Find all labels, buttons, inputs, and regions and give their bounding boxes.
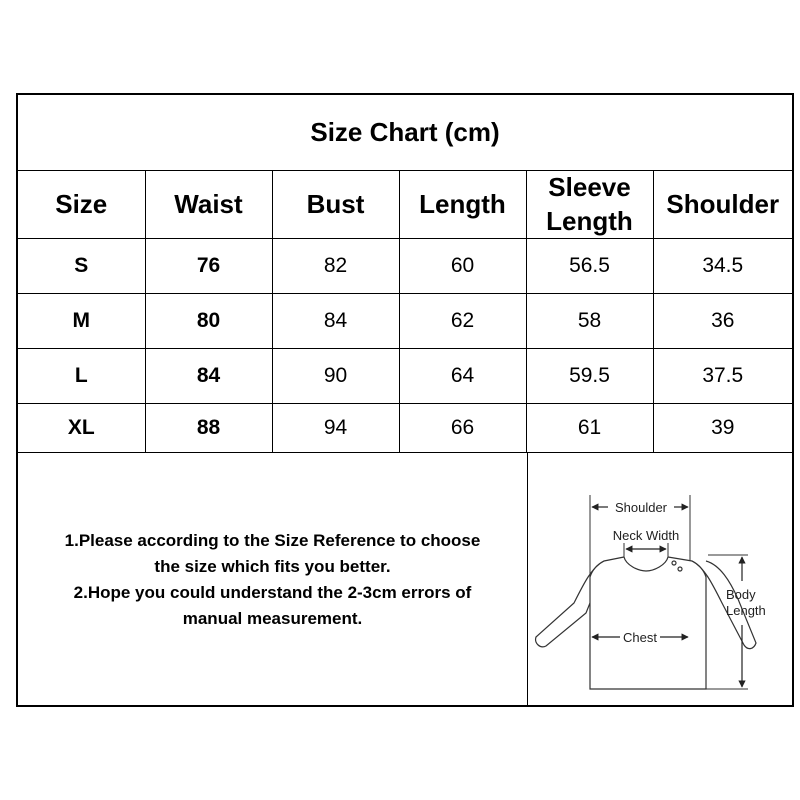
header-length: Length: [399, 170, 526, 239]
size-notes: [18, 453, 528, 707]
size-chart-frame: [16, 93, 794, 707]
body-length-label-line2: Length: [726, 603, 766, 618]
header-sleeve-line2: Length: [546, 206, 633, 236]
cell-bust: 82: [272, 239, 399, 294]
header-sleeve-length: [526, 170, 653, 239]
cell-sleeve: 56.5: [526, 239, 653, 294]
cell-bust: 90: [272, 349, 399, 404]
header-size: Size: [18, 170, 145, 239]
cell-sleeve: 59.5: [526, 349, 653, 404]
cell-size: L: [18, 349, 145, 404]
body-length-label-line1: Body: [726, 587, 756, 602]
header-bust: Bust: [272, 170, 399, 239]
note-line: the size which fits you better.: [154, 557, 391, 576]
measurement-diagram: [528, 453, 792, 707]
table-row: [18, 239, 792, 294]
cell-shoulder: 39: [653, 404, 792, 453]
cell-size: M: [18, 294, 145, 349]
cell-waist: 80: [145, 294, 272, 349]
table-row: [18, 404, 792, 453]
cell-size: S: [18, 239, 145, 294]
cell-waist: 76: [145, 239, 272, 294]
sweater-measurement-illustration: [528, 453, 792, 707]
header-waist: Waist: [145, 170, 272, 239]
table-row: [18, 349, 792, 404]
cell-length: 64: [399, 349, 526, 404]
cell-length: 66: [399, 404, 526, 453]
neck-width-label: Neck Width: [612, 528, 680, 543]
cell-length: 60: [399, 239, 526, 294]
note-line: 1.Please according to the Size Reference to choose: [64, 531, 481, 550]
cell-bust: 94: [272, 404, 399, 453]
table-row: [18, 294, 792, 349]
cell-bust: 84: [272, 294, 399, 349]
cell-size: XL: [18, 404, 145, 453]
shoulder-label: Shoulder: [614, 500, 668, 515]
note-line: manual measurement.: [182, 609, 363, 628]
note-line: 2.Hope you could understand the 2-3cm errors of: [73, 583, 472, 602]
cell-length: 62: [399, 294, 526, 349]
cell-sleeve: 58: [526, 294, 653, 349]
cell-shoulder: 34.5: [653, 239, 792, 294]
header-sleeve-line1: Sleeve: [548, 172, 631, 202]
sweater-outline: [536, 557, 756, 689]
table-header-row: [18, 170, 792, 239]
size-table: [18, 170, 792, 453]
header-shoulder: Shoulder: [653, 170, 792, 239]
cell-shoulder: 36: [653, 294, 792, 349]
cell-shoulder: 37.5: [653, 349, 792, 404]
cell-sleeve: 61: [526, 404, 653, 453]
chart-title: Size Chart (cm): [18, 95, 792, 171]
cell-waist: 84: [145, 349, 272, 404]
chest-label: Chest: [623, 630, 657, 645]
cell-waist: 88: [145, 404, 272, 453]
